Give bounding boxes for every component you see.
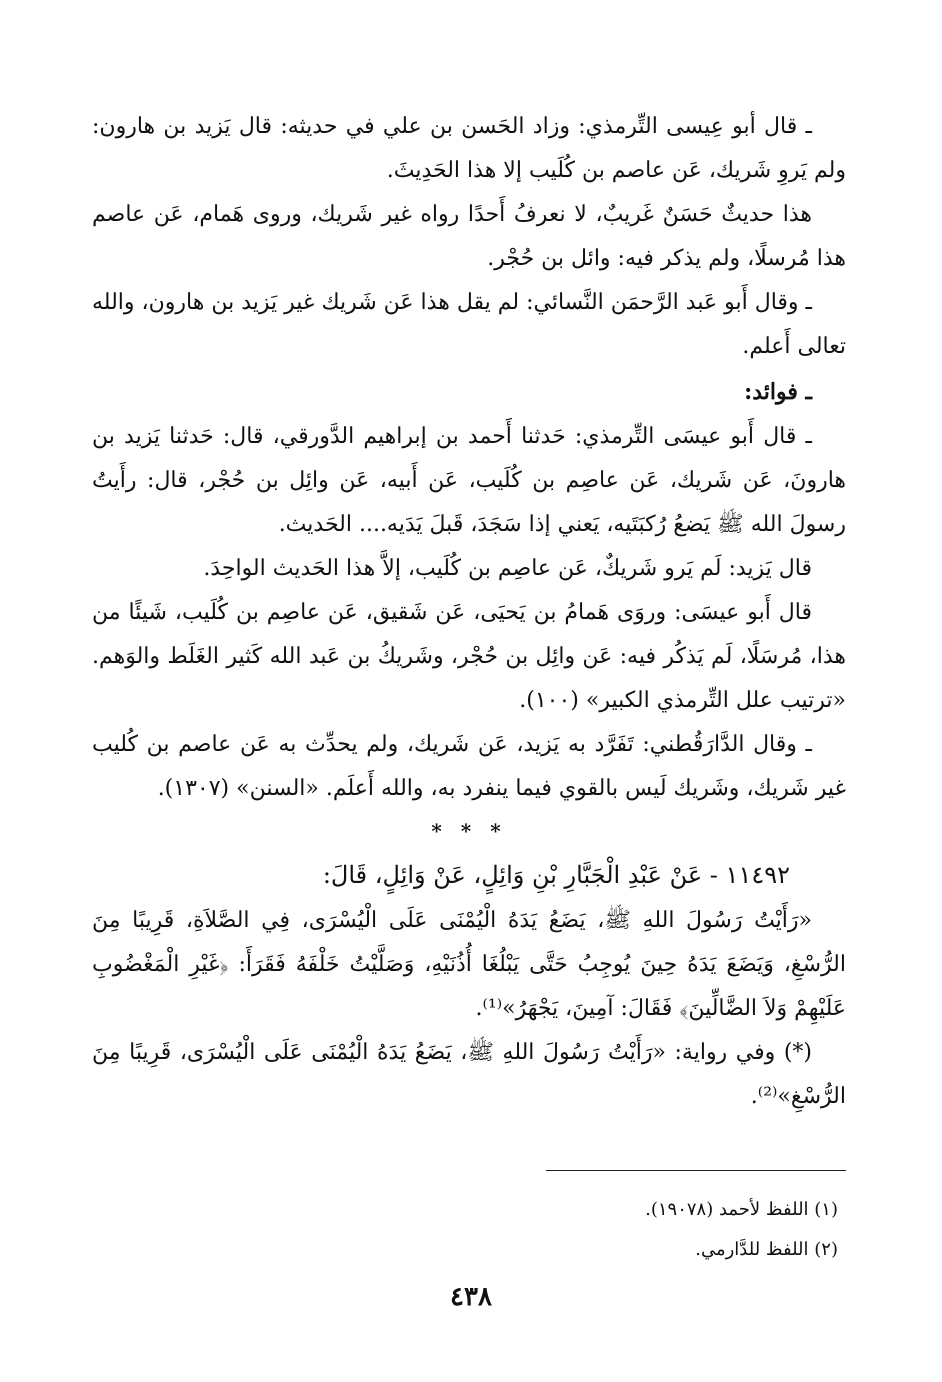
fawaid-paragraph: قال أَبو عيسَى: وروَى هَمامُ بن يَحيَى، عَن شَقيق، عَن عاصِم بن كُلَيب، شَيئًا من هذا، مُرسَلًا، لَم يَذكُر فيه: عَن وائِل بن حُجْر، وشَريكُ بن عَبد الله كَثير الغَلَط والوَهم. «ترتيب علل التِّرمذي الكبير» (١٠٠). (92, 600, 846, 713)
hadith-text: «رَأَيْتُ رَسُولَ اللهِ ﷺ، يَضَعُ يَدَهُ الْيُمْنَى عَلَى الْيُسْرَى، فِي الصَّلاَةِ، قَرِيبًا مِنَ الرُّسْغِ، وَيَضَعَ يَدَهُ حِينَ يُوجِبُ حَتَّى يَبْلُغَا أُذُنَيْهِ، وَصَلَّيْتُ خَلْفَهُ فَقَرَأَ: ﴿غَيْرِ الْمَغْضُوبِ عَلَيْهِمْ وَلاَ الضَّالِّينَ﴾ فَقَالَ: آمِينَ، يَجْهَرُ»⁽¹⁾. (92, 908, 846, 1021)
hadith-variant: (*) وفي رواية: «رَأَيْتُ رَسُولَ اللهِ ﷺ، يَضَعُ يَدَهُ الْيُمْنَى عَلَى الْيُسْرَى، قَرِيبًا مِنَ الرُّسْغِ»⁽²⁾. (92, 1040, 846, 1109)
paragraph-nasai: ـ وقال أَبو عَبد الرَّحمَن النَّسائي: لم يقل هذا عَن شَريك غير يَزيد بن هارون، والله تعالى أَعلم. (92, 290, 846, 359)
section-heading-fawaid: ـ فوائد: (744, 379, 812, 405)
section-separator: * * * (431, 819, 507, 843)
paragraph-tirmidhi-note: ـ قال أبو عِيسى التِّرمذي: وزاد الحَسن بن علي في حديثه: قال يَزيد بن هارون: ولم يَروِ شَريك، عَن عاصم بن كُلَيب إلا هذا الحَدِيثَ. (92, 114, 846, 183)
page-body (92, 105, 846, 1119)
page-number: ٤٣٨ (450, 1282, 492, 1312)
footnote-2: (٢) اللفظ للدَّارمي. (695, 1239, 838, 1260)
paragraph-hasan-gharib: هذا حديثٌ حَسَنٌ غَريبٌ، لا نعرفُ أَحدًا رواه غير شَريك، وروى هَمام، عَن عاصم هذا مُرسلًا، ولم يذكر فيه: وائل بن حُجْر. (92, 202, 846, 271)
footnote-divider (546, 1170, 846, 1171)
fawaid-paragraph: ـ قال أَبو عيسَى التِّرمذي: حَدثنا أَحمد بن إبراهيم الدَّورقي، قال: حَدثنا يَزيد بن هارونَ، عَن شَريك، عَن عاصِم بن كُلَيب، عَن أَبيه، عَن وائِل بن حُجْر، قال: رأَيتُ رسولَ الله ﷺ يَضعُ رُكبَتَيه، يَعني إذا سَجَدَ، قَبلَ يَدَيه.... الحَديث. (92, 424, 846, 537)
hadith-heading: ١١٤٩٢ - عَنْ عَبْدِ الْجَبَّارِ بْنِ وَائِلٍ، عَنْ وَائِلٍ، قَالَ: (322, 861, 790, 889)
footnotes (92, 1190, 838, 1270)
footnote-1: (١) اللفظ لأحمد (١٩٠٧٨). (645, 1199, 838, 1220)
fawaid-paragraph: ـ وقال الدَّارَقُطني: تَفَرَّد به يَزيد، عَن شَريك، ولم يحدِّث به عَن عاصم بن كُليب غير شَريك، وشَريك لَيس بالقوي فيما ينفرد به، والله أَعلَم. «السنن» (١٣٠٧). (92, 732, 846, 801)
fawaid-paragraph: قال يَزيد: لَم يَرو شَريكٌ، عَن عاصِم بن كُلَيب، إلاَّ هذا الحَديث الواحِدَ. (203, 556, 812, 581)
